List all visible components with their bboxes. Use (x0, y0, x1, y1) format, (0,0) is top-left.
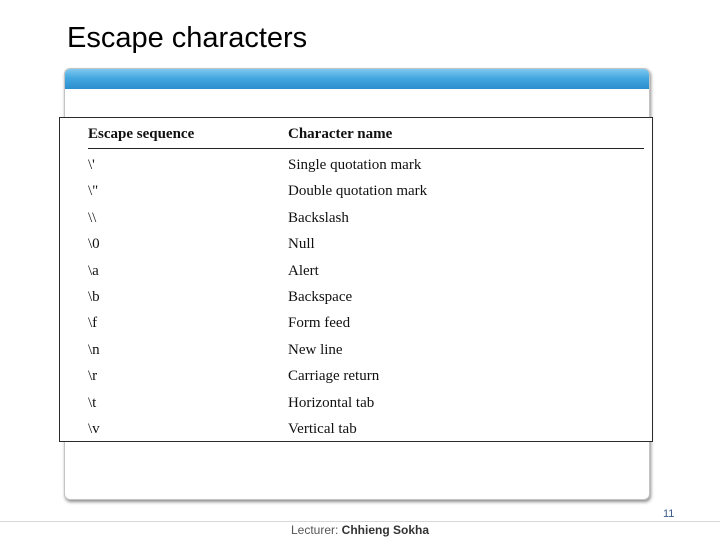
escape-sequence-cell: \0 (88, 236, 100, 253)
table-row (60, 152, 652, 178)
footer (0, 523, 720, 537)
frame-header-bar (65, 69, 649, 89)
table-row (60, 390, 652, 416)
character-name-cell: Carriage return (288, 368, 380, 385)
character-name-cell: Alert (288, 262, 319, 279)
escape-sequence-cell: \" (88, 183, 99, 200)
character-name-cell: Null (288, 236, 315, 253)
footer-label: Lecturer: (290, 523, 342, 537)
column-header-escape-sequence: Escape sequence (88, 126, 195, 142)
table-row (60, 416, 652, 442)
table-row (60, 337, 652, 363)
character-name-cell: Backspace (288, 288, 353, 305)
slide-title: Escape characters (67, 22, 308, 54)
column-header-character-name: Character name (288, 126, 393, 142)
character-name-cell: Form feed (288, 315, 351, 332)
table-body (60, 152, 652, 442)
character-name-cell: Single quotation mark (288, 157, 422, 173)
escape-sequence-table (59, 117, 653, 442)
escape-sequence-cell: \t (88, 394, 97, 411)
table-row (60, 284, 652, 310)
table-header (60, 118, 652, 148)
character-name-cell: Horizontal tab (288, 394, 375, 411)
table-row (60, 205, 652, 231)
escape-sequence-cell: \a (88, 262, 99, 279)
character-name-cell: Vertical tab (288, 420, 357, 437)
page-number: 11 (663, 508, 675, 520)
escape-sequence-cell: \' (88, 157, 95, 173)
escape-sequence-cell: \b (88, 288, 100, 305)
escape-sequence-cell: \n (88, 341, 100, 358)
table-row (60, 310, 652, 336)
table-row (60, 363, 652, 389)
header-divider (88, 148, 644, 149)
character-name-cell: New line (288, 341, 343, 358)
escape-sequence-cell: \f (88, 315, 98, 332)
table-row (60, 178, 652, 204)
character-name-cell: Backslash (288, 209, 349, 226)
escape-sequence-cell: \\ (88, 209, 97, 226)
escape-sequence-cell: \v (88, 420, 100, 437)
character-name-cell: Double quotation mark (288, 183, 428, 200)
table-row (60, 258, 652, 284)
escape-sequence-cell: \r (88, 368, 98, 385)
table-row (60, 231, 652, 257)
footer-divider (0, 521, 720, 522)
lecturer-name: Chhieng Sokha (341, 523, 430, 537)
